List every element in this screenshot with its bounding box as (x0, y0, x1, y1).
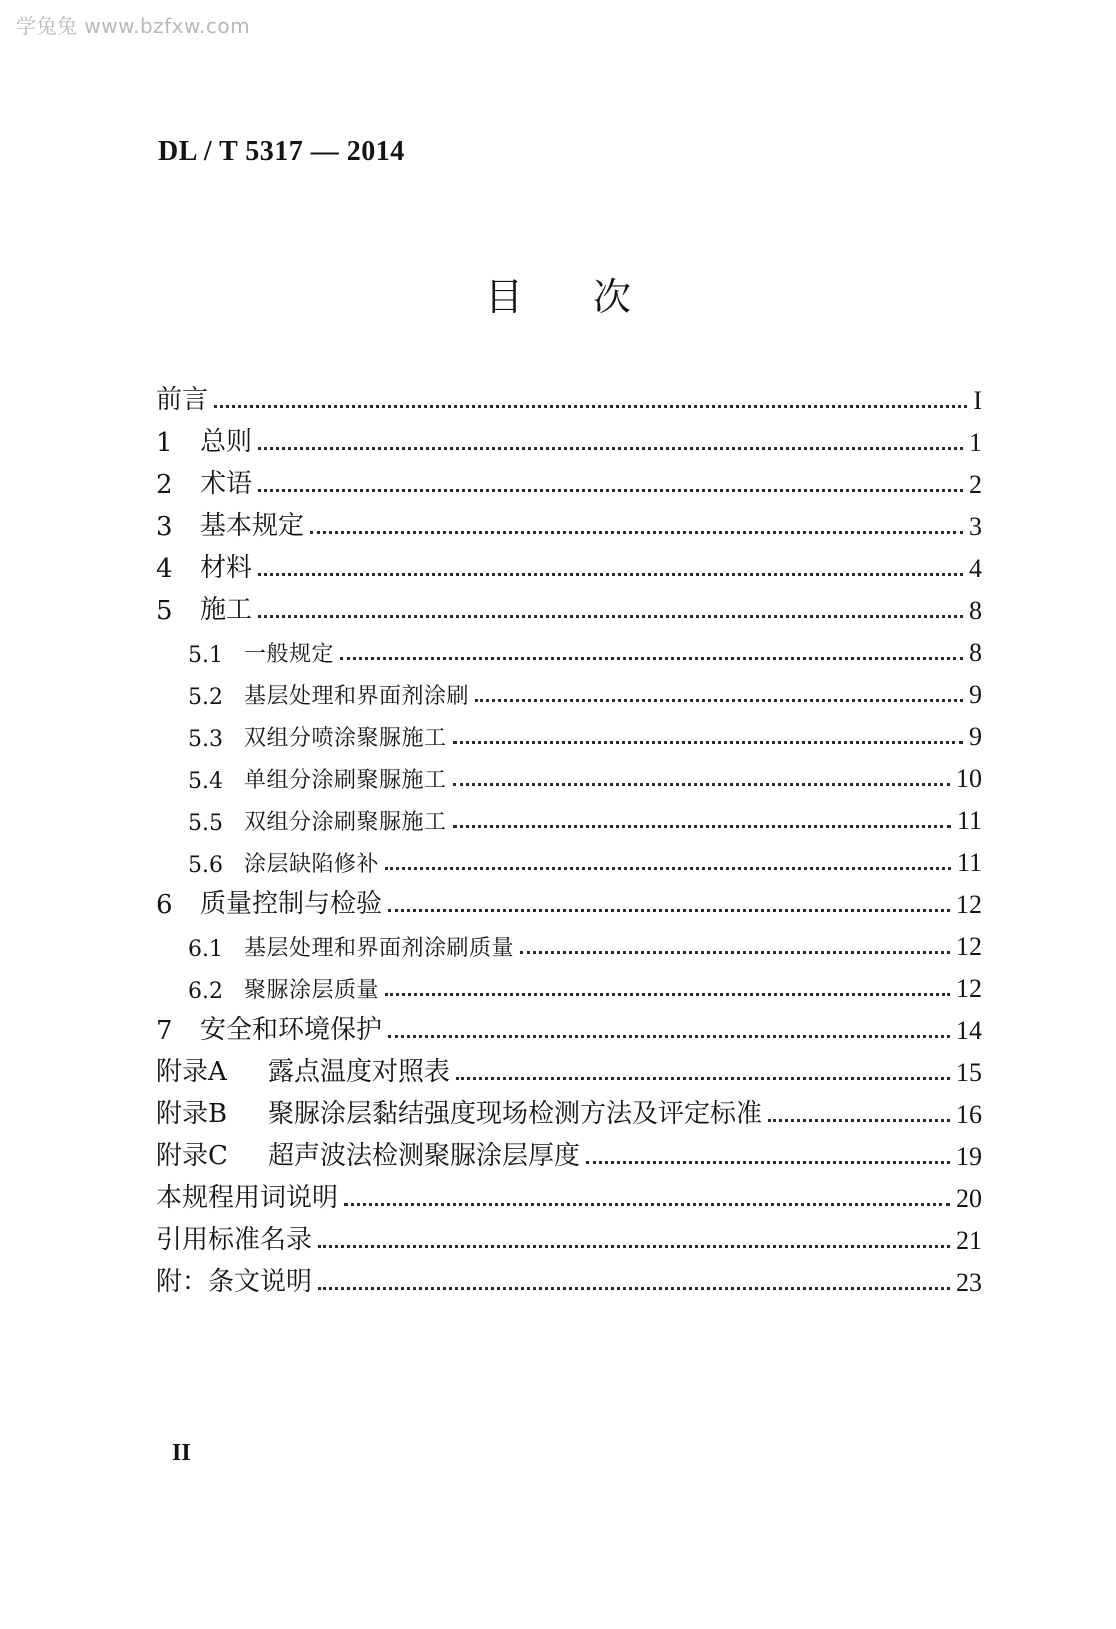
toc-entry-1[interactable] (156, 418, 982, 458)
leader-dots (258, 615, 963, 618)
toc-entry-preface[interactable] (156, 376, 982, 416)
toc-entry-7[interactable] (156, 1006, 982, 1046)
toc-entry-number: 附录A (156, 1057, 227, 1087)
toc-entry-label: 基本规定 (200, 511, 305, 541)
toc-entry-page: 4 (969, 554, 982, 583)
toc-entry-number: 6.1 (188, 937, 223, 962)
leader-dots (520, 951, 950, 954)
toc-entry-number: 附录B (156, 1099, 228, 1129)
toc-entry-appendix-c[interactable] (156, 1132, 982, 1172)
toc-entry-page: 12 (956, 890, 982, 919)
toc-entry-label: 前言 (156, 385, 209, 415)
toc-entry-number: 5.3 (188, 727, 223, 752)
toc-entry-appendix-b[interactable] (156, 1090, 982, 1130)
toc-entry-6[interactable] (156, 880, 982, 920)
toc-entry-number: 1 (156, 428, 173, 458)
toc-title: 目次 (484, 275, 701, 319)
toc-entry-label: 安全和环境保护 (200, 1015, 383, 1045)
toc-entry-number: 5.6 (188, 853, 223, 878)
document-code: DL / T 5317 — 2014 (158, 136, 405, 167)
toc-entry-page: 16 (956, 1100, 982, 1129)
page-number: II (172, 1440, 191, 1466)
toc-entry-label: 超声波法检测聚脲涂层厚度 (268, 1141, 581, 1171)
toc-entry-number: 3 (156, 512, 173, 542)
toc-entry-4[interactable] (156, 544, 982, 584)
toc-entry-page: 8 (969, 596, 982, 625)
toc-entry-label: 术语 (200, 469, 253, 499)
toc-entry-page: 23 (956, 1268, 982, 1297)
toc-entry-label: 材料 (200, 553, 253, 583)
watermark-text: 学兔兔 www.bzfxw.com (16, 14, 251, 38)
toc-entry-5-3[interactable] (156, 712, 982, 752)
toc-entry-label: 双组分喷涂聚脲施工 (244, 726, 447, 751)
toc-entry-label: 附：条文说明 (156, 1267, 313, 1297)
leader-dots (453, 783, 950, 786)
toc-entry-page: 8 (969, 638, 982, 667)
toc-entry-5-4[interactable] (156, 754, 982, 794)
toc-entry-label: 涂层缺陷修补 (244, 852, 380, 877)
toc-entry-label: 基层处理和界面剂涂刷质量 (244, 936, 515, 961)
toc-entry-clause-explanation[interactable] (156, 1258, 982, 1298)
leader-dots (768, 1119, 950, 1122)
toc-entry-2[interactable] (156, 460, 982, 500)
toc-entry-number: 6 (156, 890, 173, 920)
toc-entry-5[interactable] (156, 586, 982, 626)
leader-dots (318, 1287, 950, 1290)
toc-entry-number: 5 (156, 596, 173, 626)
toc-entry-6-2[interactable] (156, 964, 982, 1004)
leader-dots (318, 1245, 950, 1248)
toc-entry-6-1[interactable] (156, 922, 982, 962)
toc-entry-label: 本规程用词说明 (156, 1183, 339, 1213)
toc-entry-page: 3 (969, 512, 982, 541)
leader-dots (344, 1203, 950, 1206)
toc-entry-page: 20 (956, 1184, 982, 1213)
toc-entry-label: 聚脲涂层黏结强度现场检测方法及评定标准 (268, 1099, 763, 1129)
leader-dots (453, 825, 951, 828)
toc-entry-wording-explanation[interactable] (156, 1174, 982, 1214)
leader-dots (310, 531, 963, 534)
leader-dots (258, 489, 963, 492)
toc-entry-number: 4 (156, 554, 173, 584)
leader-dots (258, 573, 963, 576)
leader-dots (385, 867, 951, 870)
toc-entry-number: 5.5 (188, 811, 223, 836)
leader-dots (340, 657, 963, 660)
toc-entry-5-1[interactable] (156, 628, 982, 668)
toc-entry-page: 9 (969, 722, 982, 751)
toc-entry-number: 7 (156, 1016, 173, 1046)
toc-entry-label: 聚脲涂层质量 (244, 978, 380, 1003)
toc-entry-page: 21 (956, 1226, 982, 1255)
toc-entry-page: 19 (956, 1142, 982, 1171)
toc-entry-number: 5.4 (188, 769, 223, 794)
toc-entry-page: 15 (956, 1058, 982, 1087)
toc-entry-label: 一般规定 (244, 642, 335, 667)
toc-entry-5-6[interactable] (156, 838, 982, 878)
leader-dots (453, 741, 963, 744)
toc-entry-page: 9 (969, 680, 982, 709)
toc-entry-page: 11 (956, 848, 982, 877)
toc-entry-number: 附录C (156, 1141, 228, 1171)
toc-entry-appendix-a[interactable] (156, 1048, 982, 1088)
toc-entry-page: 11 (956, 806, 982, 835)
toc-entry-label: 单组分涂刷聚脲施工 (244, 768, 447, 793)
toc-entry-page: 12 (956, 932, 982, 961)
toc-entry-label: 施工 (200, 595, 253, 625)
toc-entry-5-2[interactable] (156, 670, 982, 710)
toc-entry-number: 6.2 (188, 979, 223, 1004)
toc-entry-number: 2 (156, 470, 173, 500)
leader-dots (258, 447, 963, 450)
leader-dots (385, 993, 950, 996)
leader-dots (586, 1161, 950, 1164)
toc-entry-3[interactable] (156, 502, 982, 542)
toc-entry-page: 2 (969, 470, 982, 499)
toc-entry-label: 引用标准名录 (156, 1225, 313, 1255)
toc-entry-label: 双组分涂刷聚脲施工 (244, 810, 447, 835)
leader-dots (475, 699, 963, 702)
leader-dots (388, 909, 950, 912)
toc-entry-label: 总则 (200, 427, 253, 457)
toc-entry-number: 5.1 (188, 643, 223, 668)
toc-entry-number: 5.2 (188, 685, 223, 710)
leader-dots (456, 1077, 950, 1080)
toc-entry-5-5[interactable] (156, 796, 982, 836)
toc-entry-label: 质量控制与检验 (200, 889, 383, 919)
leader-dots (214, 405, 967, 408)
toc-entry-page: 14 (956, 1016, 982, 1045)
toc-entry-label: 基层处理和界面剂涂刷 (244, 684, 470, 709)
toc-entry-normative-references[interactable] (156, 1216, 982, 1256)
toc-entry-page: 12 (956, 974, 982, 1003)
leader-dots (388, 1035, 950, 1038)
toc-entry-page: I (973, 386, 982, 415)
toc-entry-label: 露点温度对照表 (268, 1057, 451, 1087)
toc-entry-page: 10 (956, 764, 982, 793)
toc-entry-page: 1 (969, 428, 982, 457)
